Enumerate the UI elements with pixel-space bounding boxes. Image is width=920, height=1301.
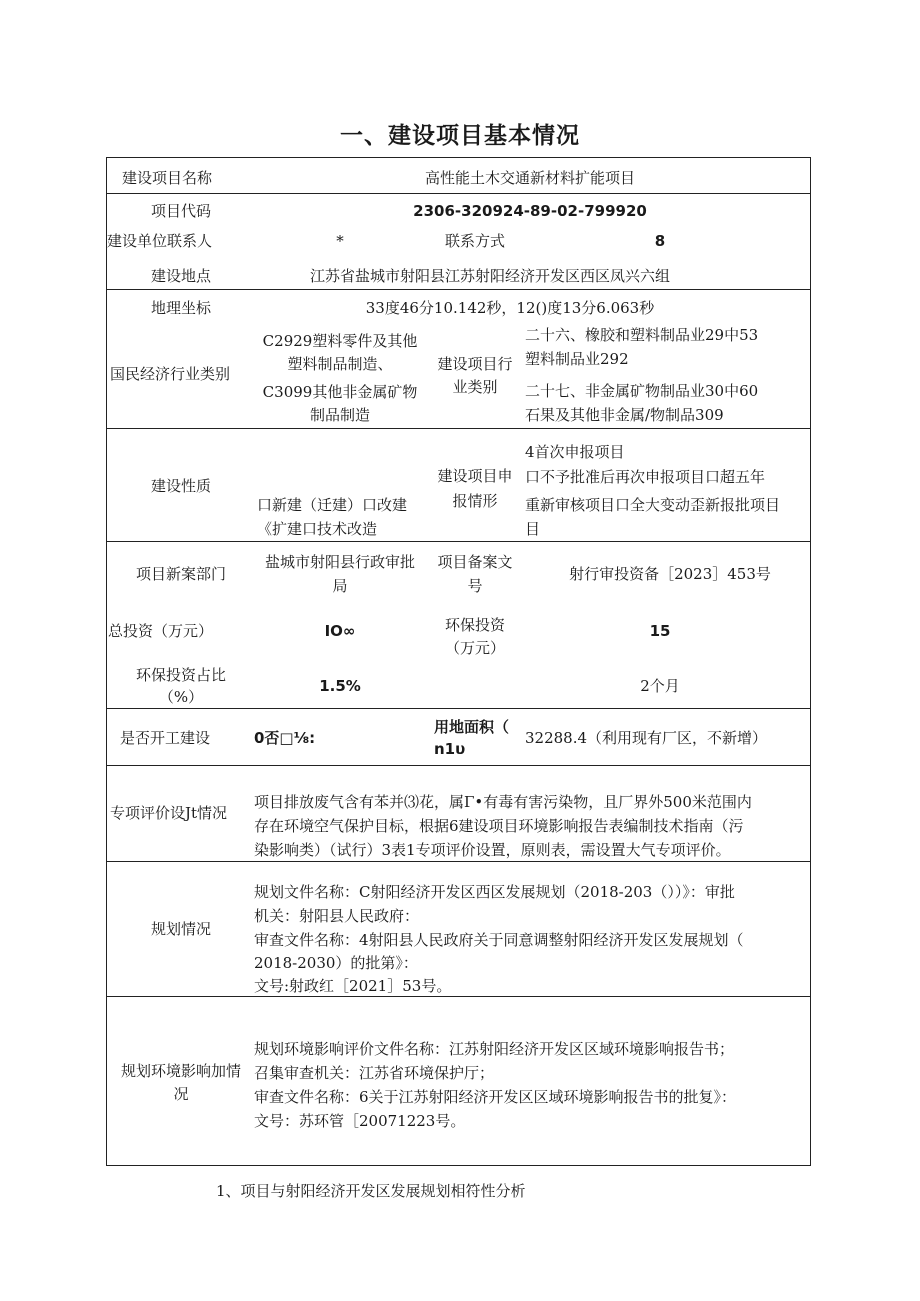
industry-category-line: 二十六、橡胶和塑料制品业29中53 [525, 326, 759, 344]
nature-apply-line: 4首次申报项目 [525, 443, 625, 461]
row-divider [106, 708, 811, 709]
nature-value-line: 口新建（迁建）口改建 [257, 496, 408, 514]
nature-apply-line: 重新审核项目口全大变动歪新报批项目 [525, 496, 781, 514]
project-name-value: 高性能土木交通新材料扩能项目 [424, 169, 635, 187]
row-divider [106, 765, 811, 766]
nature-apply-line: 目 [525, 520, 541, 538]
planning-eia-line: 审查文件名称：6关于江苏射阳经济开发区区域环境影响报告书的批复》： [254, 1088, 737, 1106]
planning-label: 规划情况 [150, 920, 211, 938]
approval-value-line: 局 [332, 577, 348, 595]
coordinates-value: 33度46分10.142秒，12()度13分6.063秒 [365, 299, 655, 317]
nature-apply-line: 口不予批准后再次申报项目口超五年 [525, 468, 766, 486]
contact-method-value: 8 [654, 232, 666, 250]
construction-period: 2个月 [640, 677, 680, 695]
planning-line: 机关：射阳县人民政府： [254, 907, 420, 925]
section-heading: 1、项目与射阳经济开发区发展规划相符性分析 [216, 1182, 526, 1200]
industry-value-line: 制品制造 [309, 406, 370, 424]
investment-label: 总投资（万元） [108, 622, 214, 640]
row-divider [106, 193, 811, 194]
industry-category-line: 二十七、非金属矿物制品业30中60 [525, 382, 759, 400]
coordinates-label: 地理坐标 [150, 299, 211, 317]
investment-env-label-line: 环保投资 [444, 616, 505, 634]
approval-doc-label-line: 号 [467, 577, 483, 595]
page-title: 一、建设项目基本情况 [340, 123, 580, 149]
industry-category-label-line: 业类别 [452, 378, 498, 396]
contact-method-label: 联系方式 [444, 232, 505, 250]
nature-apply-label-line: 建设项目申 [437, 467, 513, 485]
location-value: 江苏省盐城市射阳县江苏射阳经济开发区西区凤兴六组 [310, 267, 671, 285]
area-label-line: n1υ [434, 740, 466, 758]
row-divider [106, 289, 811, 290]
special-line: 存在环境空气保护目标，根据6建设项目环境影响报告表编制技术指南（污 [254, 817, 744, 835]
industry-category-line: 塑料制品业292 [525, 350, 629, 368]
planning-eia-label-line: 况 [173, 1085, 189, 1103]
planning-eia-label-line: 规划环境影响加情 [120, 1062, 241, 1080]
row-divider [106, 996, 811, 997]
area-label-line: 用地面积（ [434, 718, 510, 736]
industry-label: 国民经济行业类别 [110, 365, 231, 383]
approval-value-line: 盐城市射阳县行政审批 [264, 553, 415, 571]
location-label: 建设地点 [150, 267, 211, 285]
special-label: 专项评价设Jt情况 [110, 804, 228, 822]
env-ratio-value: 1.5% [319, 677, 361, 695]
project-code-label: 项目代码 [150, 202, 211, 220]
approval-doc-label-line: 项目备案文 [437, 553, 513, 571]
approval-label: 项目新案部门 [135, 565, 226, 583]
planning-line: 2018-2030）的批第》： [254, 954, 418, 972]
investment-value: IO∞ [324, 622, 356, 640]
investment-env-value: 15 [649, 622, 671, 640]
industry-category-line: 石果及其他非金属/物制品309 [525, 406, 724, 424]
special-line: 项目排放废气含有苯并⑶花，属Γ•有毒有害污染物，且厂界外500米范围内 [254, 793, 752, 811]
row-divider [106, 861, 811, 862]
started-value: 0否□⅛: [254, 729, 316, 747]
env-ratio-label-line: （%） [158, 688, 204, 706]
industry-category-label-line: 建设项目行 [437, 355, 513, 373]
nature-apply-label-line: 报情形 [452, 492, 498, 510]
nature-label: 建设性质 [150, 477, 211, 495]
area-value: 32288.4（利用现有厂区，不新增） [525, 729, 768, 747]
planning-line: 审查文件名称：4射阳县人民政府关于同意调整射阳经济开发区发展规划（ [254, 931, 744, 949]
contact-label: 建设单位联系人 [107, 232, 213, 250]
industry-value-line: 塑料制品制造、 [287, 355, 393, 373]
industry-value-line: C3099其他非金属矿物 [262, 383, 418, 401]
planning-eia-line: 召集审查机关：江苏省环境保护厅； [254, 1064, 495, 1082]
industry-value-line: C2929塑料零件及其他 [262, 332, 418, 350]
project-name-label: 建设项目名称 [122, 169, 213, 187]
started-label: 是否开工建设 [120, 729, 211, 747]
row-divider [106, 541, 811, 542]
planning-line: 规划文件名称：C射阳经济开发区西区发展规划（2018-203（））》：审批 [254, 883, 735, 901]
planning-line: 文号:射政红［2021］53号。 [254, 977, 452, 995]
row-divider [106, 428, 811, 429]
contact-value: * [336, 232, 344, 250]
project-code-value: 2306-320924-89-02-799920 [413, 202, 647, 220]
env-ratio-label-line: 环保投资占比 [135, 666, 226, 684]
special-line: 染影响类）（试行）3表1专项评价设置，原则表，需设置大气专项评价。 [254, 841, 731, 859]
planning-eia-line: 文号：苏环管［20071223号。 [254, 1112, 466, 1130]
nature-value-line: 《扩建口技术改造 [257, 520, 378, 538]
investment-env-label-line: （万元） [444, 639, 505, 657]
approval-doc-value: 射行审投资备［2023］453号 [569, 565, 771, 583]
planning-eia-line: 规划环境影响评价文件名称：江苏射阳经济开发区区域环境影响报告书； [254, 1040, 735, 1058]
